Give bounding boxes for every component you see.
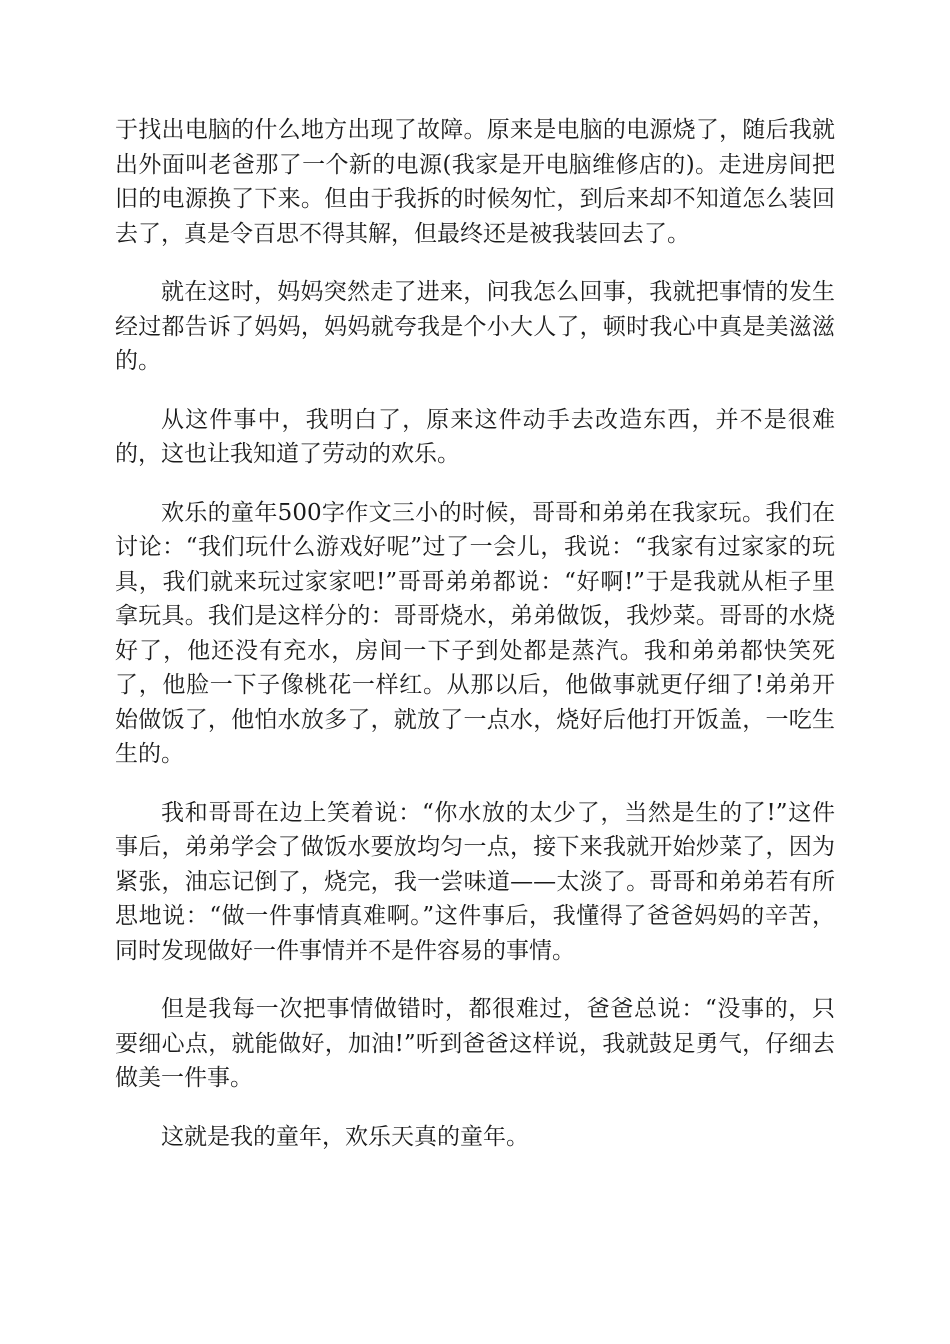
document-body [115, 113, 835, 1178]
paragraph-4: 欢乐的童年500字作文三小的时候，哥哥和弟弟在我家玩。我们在讨论：“我们玩什么游戏好呢”过了一会儿，我说：“我家有过家家的玩具，我们就来玩过家家吧!”哥哥弟弟都说：“好啊!”于是我就从柜子里拿玩具。我们是这样分的：哥哥烧水，弟弟做饭，我炒菜。哥哥的水烧好了，他还没有充水，房间一下子到处都是蒸汽。我和弟弟都快笑死了，他脸一下子像桃花一样红。从那以后，他做事就更仔细了!弟弟开始做饭了，他怕水放多了，就放了一点水，烧好后他打开饭盖，一吃生生的。 [115, 499, 835, 767]
paragraph-5: 我和哥哥在边上笑着说：“你水放的太少了，当然是生的了!”这件事后，弟弟学会了做饭水要放均匀一点，接下来我就开始炒菜了，因为紧张，油忘记倒了，烧完，我一尝味道——太淡了。哥哥和弟弟若有所思地说：“做一件事情真难啊。”这件事后，我懂得了爸爸妈妈的辛苦，同时发现做好一件事情并不是件容易的事情。 [115, 799, 835, 964]
paragraph-7: 这就是我的童年，欢乐天真的童年。 [161, 1123, 529, 1150]
paragraph-1: 于找出电脑的什么地方出现了故障。原来是电脑的电源烧了，随后我就出外面叫老爸那了一个新的电源(我家是开电脑维修店的)。走进房间把旧的电源换了下来。但由于我拆的时候匆忙，到后来却不知道怎么装回去了，真是令百思不得其解，但最终还是被我装回去了。 [115, 117, 835, 247]
paragraph-6: 但是我每一次把事情做错时，都很难过，爸爸总说：“没事的，只要细心点，就能做好，加油!”听到爸爸这样说，我就鼓足勇气，仔细去做美一件事。 [115, 996, 835, 1091]
paragraph-2: 就在这时，妈妈突然走了进来，问我怎么回事，我就把事情的发生经过都告诉了妈妈，妈妈就夸我是个小大人了，顿时我心中真是美滋滋的。 [115, 279, 835, 374]
paragraph-3: 从这件事中，我明白了，原来这件动手去改造东西，并不是很难的，这也让我知道了劳动的欢乐。 [115, 406, 835, 467]
